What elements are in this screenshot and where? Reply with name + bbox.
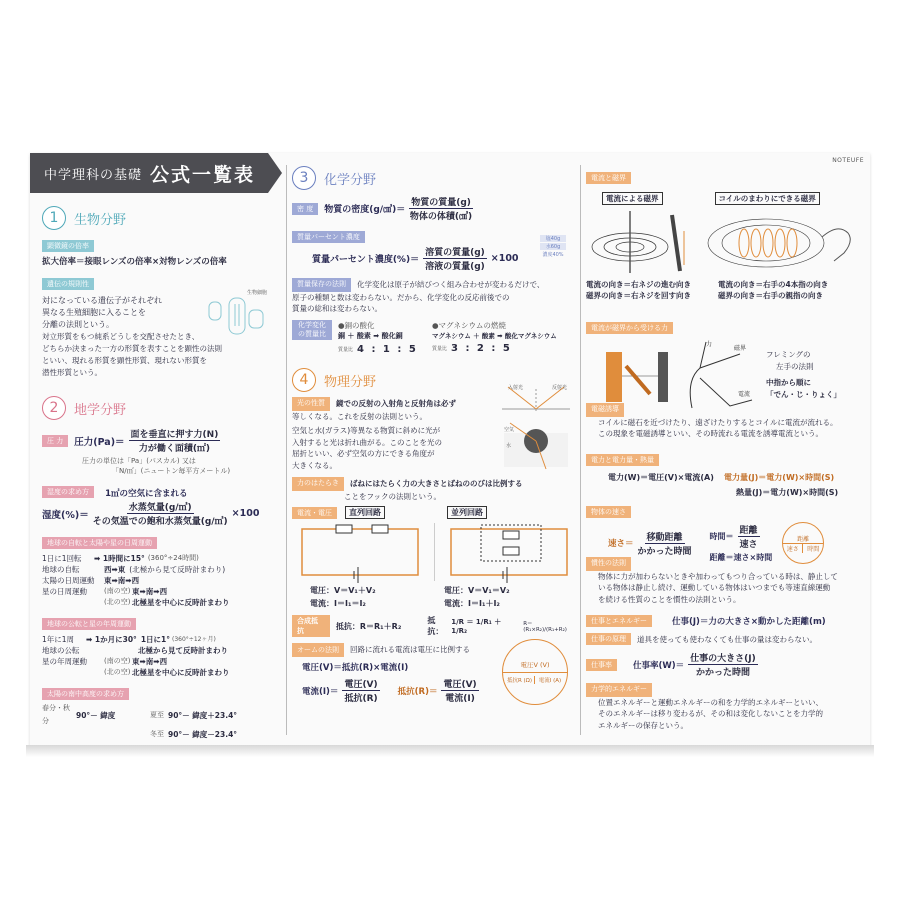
ohm-circle-voltage: 電圧V (V) <box>503 660 567 673</box>
concentration-denominator: 溶液の質量(g) <box>425 262 485 272</box>
humidity-denominator: その気温での飽和水蒸気量(g/㎥) <box>92 517 228 527</box>
fleming-text: 中指から順に <box>766 378 811 387</box>
magnesium-title: ●マグネシウムの燃焼 <box>432 320 506 330</box>
biology-section <box>42 203 278 379</box>
section-number: 1 <box>42 206 66 230</box>
rotation-cell: (北極から見て反時計まわり) <box>129 565 226 574</box>
power-rate-left: 仕事率(W)＝ <box>633 660 685 671</box>
mechanical-energy-line: 位置エネルギーと運動エネルギーの和を力学的エネルギーといい、 <box>598 697 823 707</box>
ohm-current-left: 電流(I)＝ <box>302 686 339 697</box>
induction-line: コイルに磁石を近づけたり、遠ざけたりするとコイルに電流が流れる。 <box>598 417 838 427</box>
speed-circle-speed: 速さ <box>783 544 803 553</box>
tag-circuit: 電流・電圧 <box>292 507 337 519</box>
sheet-shadow <box>26 745 874 757</box>
rotation-cell: 北極星を中心に反時計まわり <box>132 598 230 607</box>
fleming-text: 「でん・じ・りょく」 <box>766 390 841 399</box>
pressure-left: 圧力(Pa)＝ <box>74 436 125 448</box>
sun-cell: 90°－ 緯度＋23.4° <box>168 710 238 720</box>
rotation-cell: 西➡東 <box>104 565 126 574</box>
right-screw-line: 電流の向き＝右ネジの進む向き <box>586 280 691 289</box>
section-title: 生物分野 <box>74 212 127 228</box>
coil-field-figure <box>704 207 864 277</box>
section-number: 2 <box>42 396 66 420</box>
ohm-resistance-numerator: 電圧(V) <box>441 677 478 691</box>
cell-diagram <box>207 289 267 339</box>
pressure-denominator: 力が働く面積(㎡) <box>138 444 211 454</box>
tag-induction: 電磁誘導 <box>586 403 624 417</box>
tag-work-principle: 仕事の原理 <box>586 633 631 645</box>
series-resistance: 抵抗：R＝R₁＋R₂ <box>335 621 402 631</box>
magnesium-ratio-label: 質量比 <box>432 345 448 352</box>
light-fig-label: 入射光 <box>508 385 524 391</box>
tag-work: 仕事とエネルギー <box>586 615 652 627</box>
revolution-cell: 星の年周運動 <box>42 657 87 666</box>
spring-line: ばねにはたらく力の大きさとばねののびは比例する <box>350 478 523 488</box>
concentration-left: 質量パーセント濃度(%)＝ <box>312 255 420 265</box>
heredity-line: 対立形質をもつ純系どうしを交配させたとき、 <box>42 332 200 341</box>
title-big: 公式一覧表 <box>150 163 256 186</box>
tag-force: 力のはたらき <box>292 477 344 491</box>
density-numerator: 物質の質量(g) <box>409 195 473 209</box>
heredity-line: 潜性形質という。 <box>42 368 102 377</box>
revolution-cell: 北極星を中心に反時計まわり <box>132 668 230 677</box>
series-circuit-diagram <box>292 521 428 583</box>
title-arrow <box>268 153 282 193</box>
mechanical-energy-line: エネルギーの保存という。 <box>598 720 688 730</box>
tag-magnetic-field: 電流と磁界 <box>586 172 631 184</box>
tag-revolution: 地球の公転と星の年周運動 <box>42 618 136 630</box>
distance-formula: 距離＝速さ×時間 <box>709 553 773 562</box>
fleming-label: 磁界 <box>734 345 747 352</box>
electromagnetism-block <box>586 167 866 301</box>
energy-formula: 電力量(J)＝電力(W)×時間(S) <box>724 473 835 482</box>
induction-block <box>586 403 866 440</box>
ohm-resistance-denominator: 電流(I) <box>445 694 475 704</box>
pressure-note: 「N/㎡」(ニュートン毎平方メートル) <box>112 467 231 475</box>
fleming-label: 電流 <box>738 391 751 398</box>
revolution-cell: 北極から見て反時計まわり <box>138 646 228 655</box>
tag-pressure: 圧 力 <box>42 435 68 447</box>
copper-title: ●銅の酸化 <box>338 320 375 330</box>
tag-heredity: 遺伝の規則性 <box>42 278 94 290</box>
revolution-cell: 1日に1° <box>140 635 170 644</box>
beaker-water: 水60g <box>540 243 566 250</box>
speed-circle-time: 時間 <box>807 545 820 553</box>
series-voltage: 電圧：V＝V₁＋V₂ <box>310 586 376 595</box>
parallel-current: 電流：I＝I₁＋I₂ <box>444 599 500 608</box>
revolution-cell: 1年に1周 <box>42 635 75 644</box>
pressure-note: 圧力の単位は「Pa」(パスカル) 又は <box>82 457 196 465</box>
mechanical-energy-block <box>586 683 866 731</box>
revolution-cell: 東➡南➡西 <box>132 657 168 666</box>
speed-circle-distance: 距離 <box>783 534 823 544</box>
beaker-figure <box>540 235 566 258</box>
rotation-cell: 東➡南➡西 <box>132 587 168 596</box>
magnification-formula: 拡大倍率＝接眼レンズの倍率×対物レンズの倍率 <box>42 257 227 267</box>
humidity-left: 湿度(%)＝ <box>42 509 89 521</box>
time-denominator: 速さ <box>739 540 758 550</box>
earth-science-section <box>42 393 278 741</box>
right-screw-line: 磁界の向き＝右ネジを回す向き <box>586 291 691 300</box>
time-numerator: 距離 <box>738 523 760 537</box>
sun-cell: 90°－ 緯度－23.4° <box>168 730 238 739</box>
tag-rotation: 地球の自転と太陽や星の日周運動 <box>42 537 157 549</box>
right-hand-line: 磁界の向き＝右手の親指の向き <box>718 291 823 300</box>
physics-section <box>292 365 576 704</box>
tag-force-field: 電流が磁界から受ける力 <box>586 322 673 334</box>
section-title: 物理分野 <box>324 374 377 390</box>
heredity-line: 分離の法則という。 <box>42 320 114 329</box>
light-line: 屈折といい、必ず空気の方にできる角度が <box>292 449 435 458</box>
section-number: 3 <box>292 166 316 190</box>
speed-denominator: かかった時間 <box>637 546 692 557</box>
power-formula: 電力(W)＝電圧(V)×電流(A) <box>608 473 714 482</box>
magnetic-fig1-title: 電流による磁界 <box>602 192 663 205</box>
light-fig-label: 反射光 <box>552 385 568 391</box>
speed-block <box>586 501 866 564</box>
cell-division-figure <box>207 296 267 338</box>
heredity-line: 異なる生殖細胞に入ることを <box>42 308 146 317</box>
rotation-cell: 星の日周運動 <box>42 587 87 596</box>
chemistry-section <box>292 163 576 355</box>
light-fig-label: 水 <box>506 443 512 449</box>
beaker-salt: 塩40g <box>540 235 566 242</box>
series-current: 電流：I＝I₁＝I₂ <box>310 599 366 608</box>
copper-ratio-label: 質量比 <box>338 346 354 353</box>
copper-ratio: 4 : 1 : 5 <box>357 343 418 355</box>
ohm-resistance-left: 抵抗(R)＝ <box>397 686 438 697</box>
magnesium-equation: マグネシウム ＋ 酸素 ➡ 酸化マグネシウム <box>432 331 557 340</box>
rotation-cell: ➡ 1時間に15° <box>94 554 145 563</box>
series-title: 直列回路 <box>345 506 385 519</box>
humidity-numerator: 水蒸気量(g/㎥) <box>127 500 194 514</box>
section-title: 化学分野 <box>324 172 377 188</box>
inertia-line: いる物体は静止し続け、運動している物体はいつまでも等速直線運動 <box>598 583 831 592</box>
section-title: 地学分野 <box>74 402 127 418</box>
parallel-resistance-result: R＝(R₁×R₂)/(R₁+R₂) <box>523 621 567 633</box>
tag-power-rate: 仕事率 <box>586 659 617 671</box>
inertia-block <box>586 557 866 605</box>
fleming-text: フレミングの <box>766 350 811 359</box>
rotation-cell: (北の空) <box>104 598 131 606</box>
conservation-line: 化学変化は原子が結びつく組み合わせが変わるだけで、 <box>357 279 545 289</box>
speed-numerator: 移動距離 <box>645 530 685 544</box>
tag-sun-altitude: 太陽の南中高度の求め方 <box>42 688 129 700</box>
ohm-current-denominator: 抵抗(R) <box>344 694 378 704</box>
sun-cell: 90°－ 緯度 <box>76 710 116 720</box>
column-divider <box>580 165 581 735</box>
power-rate-denominator: かかった時間 <box>695 668 750 678</box>
straight-wire-field-figure <box>586 207 704 277</box>
parallel-voltage: 電圧：V＝V₁＝V₂ <box>444 586 510 595</box>
inertia-line: 物体に力が加わらないときや加わってもつり合っている時は、静止して <box>598 571 838 581</box>
ohm-triangle-circle <box>502 639 568 705</box>
revolution-cell: ➡ 1か月に30° <box>86 635 137 644</box>
ohm-circle-current: 電流I (A) <box>538 678 562 684</box>
magnetic-fig2-title: コイルのまわりにできる磁界 <box>715 192 820 205</box>
heat-formula: 熱量(J)＝電力(W)×時間(S) <box>736 488 839 497</box>
ohm-current-numerator: 電圧(V) <box>342 677 379 691</box>
spring-line: ことをフックの法則という。 <box>344 491 441 501</box>
sun-cell: 春分・秋分 <box>42 704 70 725</box>
tag-concentration: 質量パーセント濃度 <box>292 231 365 243</box>
tag-mass-ratio: 化学変化の質量比 <box>292 320 332 340</box>
ohm-description: 回路に流れる電流は電圧に比例する <box>350 645 470 654</box>
light-line: 鏡での反射の入射角と反射角は必ず <box>336 398 456 408</box>
sun-cell: 夏至 <box>150 710 164 719</box>
tag-conservation: 質量保存の法則 <box>292 278 351 292</box>
revolution-cell: (南の空) <box>104 657 131 665</box>
mechanical-energy-line: そのエネルギーは移り変わるが、その和は変化しないことを力学的 <box>598 709 823 718</box>
tag-power: 電力と電力量・熱量 <box>586 454 659 466</box>
section-number: 4 <box>292 368 316 392</box>
tag-density: 密 度 <box>292 203 318 215</box>
sun-cell: 冬至 <box>150 730 164 738</box>
light-diagram <box>498 383 574 473</box>
tag-resistance: 合成抵抗 <box>292 615 330 637</box>
time-left: 時間＝ <box>709 532 734 541</box>
heredity-line: といい、現れる形質を顕性形質、現れない形質を <box>42 356 207 365</box>
speed-left: 速さ＝ <box>608 539 634 549</box>
tag-speed: 物体の速さ <box>586 506 631 518</box>
tag-light: 光の性質 <box>292 397 330 411</box>
light-line: 空気と水(ガラス)等異なる物質に斜めに光が <box>292 426 441 435</box>
revolution-cell: (360°÷12ヶ月) <box>172 636 216 643</box>
revolution-cell: 地球の公転 <box>42 646 80 655</box>
heredity-line: 対になっている遺伝子がそれぞれ <box>42 296 162 305</box>
copper-equation: 銅 ＋ 酸素 ➡ 酸化銅 <box>338 331 403 340</box>
magnesium-ratio: 3 : 2 : 5 <box>451 342 512 354</box>
parallel-circuit-diagram <box>441 521 577 583</box>
light-line: 大きくなる。 <box>292 460 337 470</box>
title-small: 中学理科の基礎 <box>44 167 143 183</box>
rotation-cell: (南の空) <box>104 587 131 595</box>
formula-sheet <box>30 153 870 748</box>
fleming-left-hand-figure <box>678 338 760 412</box>
induction-line: この現象を電磁誘導といい、その時流れる電流を誘導電流という。 <box>598 429 823 438</box>
ohm-voltage: 電圧(V)＝抵抗(R)×電流(I) <box>302 663 409 673</box>
sheet-title <box>30 153 268 193</box>
parallel-resistance-formula: 1/R ＝ 1/R₁ ＋ 1/R₂ <box>451 618 502 635</box>
right-hand-line: 電流の向き＝右手の4本指の向き <box>718 280 829 289</box>
parallel-title: 並列回路 <box>447 506 487 519</box>
tag-mechanical-energy: 力学的エネルギー <box>586 683 652 697</box>
density-denominator: 物体の体積(㎤) <box>409 212 473 222</box>
light-line: 入射すると光は折れ曲がる。このことを光の <box>292 437 442 447</box>
rotation-cell: 太陽の日周運動 <box>42 576 95 585</box>
revolution-cell: (北の空) <box>104 668 131 676</box>
force-from-field-block <box>586 317 866 412</box>
light-fig-label: 空気 <box>504 427 515 433</box>
tag-ohm: オームの法則 <box>292 643 344 657</box>
conservation-line: 原子の種類と数は変わらない。だから、化学変化の反応前後での <box>292 292 510 302</box>
humidity-top: 1㎥の空気に含まれる <box>105 489 188 499</box>
rotation-cell: 東➡南➡西 <box>104 576 140 585</box>
fleming-label: 力 <box>706 341 713 348</box>
cell-diagram-label: 生物細胞 <box>246 290 267 296</box>
rotation-cell: 地球の自転 <box>42 565 80 574</box>
concentration-numerator: 溶質の質量(g) <box>423 245 487 259</box>
inertia-line: を続ける性質のことを慣性の法則という。 <box>598 594 741 604</box>
tag-inertia: 慣性の法則 <box>586 557 631 571</box>
rotation-cell: (360°÷24時間) <box>147 554 199 562</box>
fleming-text: 左手の法則 <box>776 362 814 371</box>
power-block <box>586 449 866 498</box>
beaker-concentration: 濃度40% <box>542 252 564 258</box>
pressure-numerator: 面を垂直に押す力(N) <box>129 427 221 441</box>
power-rate-numerator: 仕事の大きさ(J) <box>688 651 758 665</box>
column-divider <box>286 165 287 735</box>
humidity-right: ×100 <box>231 508 260 519</box>
tag-magnification: 顕微鏡の倍率 <box>42 240 94 252</box>
brand-logo: NOTEUFE <box>832 157 864 164</box>
rotation-cell: 1日に1回転 <box>42 554 82 563</box>
density-left: 物質の密度(g/㎤)＝ <box>324 205 406 215</box>
ohm-circle-resistance: 抵抗R (Ω) <box>505 676 535 684</box>
magnet-force-figure <box>586 340 678 410</box>
tag-humidity: 湿度の求め方 <box>42 486 94 498</box>
heredity-line: どちらか決まった一方の形質を表すことを顕性の法則 <box>42 344 222 353</box>
parallel-resistance-label: 抵抗： <box>427 616 444 636</box>
conservation-line: 質量の総和は変わらない。 <box>292 304 382 313</box>
work-block <box>586 615 866 678</box>
work-principle-text: 道具を使っても使わなくても仕事の量は変わらない。 <box>637 634 817 644</box>
work-formula: 仕事(J)＝力の大きさ×動かした距離(m) <box>672 617 826 627</box>
concentration-right: ×100 <box>490 253 519 264</box>
light-line: 等しくなる。これを反射の法則という。 <box>292 411 427 421</box>
